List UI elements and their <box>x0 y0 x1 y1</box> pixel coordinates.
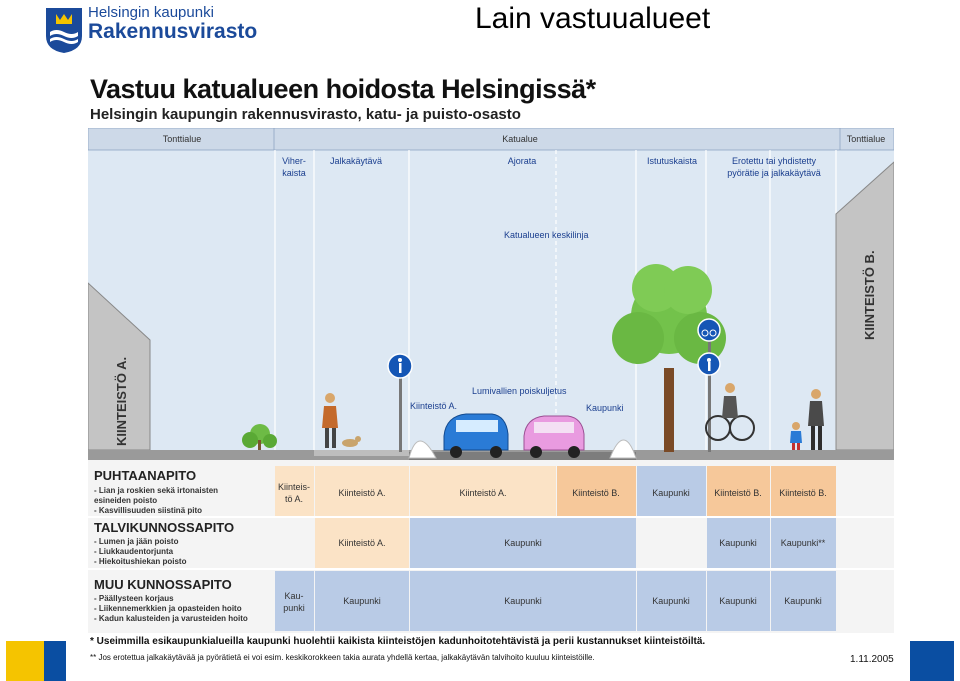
poster-date: 1.11.2005 <box>850 654 894 665</box>
logo-city-name: Helsingin kaupunki <box>88 4 214 21</box>
section-item: - Päällysteen korjaus <box>94 594 174 603</box>
cell-text: Kiinteistö B. <box>779 488 827 498</box>
section-item: - Lumen ja jään poisto <box>94 537 179 546</box>
footnote-asterisk: * Useimmilla esikaupunkialueilla kaupunki huolehtii kaikista kiinteistöjen kadunhoitotehtävistä ja perii kustannukset kiinteistöiltä. <box>90 636 706 647</box>
street-diagram <box>88 128 894 633</box>
cell-text: punki <box>283 603 305 613</box>
logo-department-name: Rakennusvirasto <box>88 20 258 43</box>
cell-text: Kiinteistö A. <box>338 538 386 548</box>
annotation-kaupunki: Kaupunki <box>586 403 624 413</box>
top-label-band <box>88 128 894 150</box>
section-item: - Lian ja roskien sekä irtonaisten <box>94 486 219 495</box>
cell <box>275 571 314 631</box>
annotation-lumivallien: Lumivallien poiskuljetus <box>472 386 567 396</box>
cell-text: Kiinteistö B. <box>714 488 762 498</box>
cell-text: Kaupunki <box>343 596 381 606</box>
footnote-double-asterisk: ** Jos erotettua jalkakäytävää ja pyörätietä ei voi esim. keskikorokkeen takia aurata yhdellä kertaa, jalkakäytävän talvihoito kuuluu kiinteistöille. <box>90 653 595 662</box>
section-item: esineiden poisto <box>94 496 158 505</box>
cell-text: Kiinteis- <box>277 482 311 492</box>
section-item: - Hiekoitushiekan poisto <box>94 557 187 566</box>
label-tonttialue-left: Tonttialue <box>162 134 202 144</box>
section-item: - Liikennemerkkien ja opasteiden hoito <box>94 604 242 613</box>
building-left-label: KIINTEISTÖ A. <box>114 356 129 446</box>
cell-text: Kau- <box>284 591 304 601</box>
cell-text: tö A. <box>284 494 304 504</box>
cell-text: Kaupunki <box>719 596 757 606</box>
page-title: Lain vastuualueet <box>475 2 711 35</box>
section-item: - Kasvillisuuden siistinä pito <box>94 506 203 515</box>
building-right-label: KIINTEISTÖ B. <box>862 250 877 340</box>
zone-jalkakaytava: Jalkakäytävä <box>329 156 383 166</box>
zone-erotettu-2: pyörätie ja jalkakäytävä <box>727 168 821 178</box>
sidewalk <box>314 450 409 456</box>
zone-ajorata: Ajorata <box>507 156 537 166</box>
cell-text: Kaupunki <box>652 488 690 498</box>
label-katualue: Katualue <box>502 134 538 144</box>
helsinki-crest-icon <box>44 6 84 54</box>
cell-text: Kaupunki <box>784 596 822 606</box>
cell-text: Kaupunki <box>504 596 542 606</box>
cell-text: Kaupunki** <box>780 538 826 548</box>
cell-text: Kiinteistö A. <box>338 488 386 498</box>
cell-text: Kaupunki <box>719 538 757 548</box>
poster-subtitle: Helsingin kaupungin rakennusvirasto, katu- ja puisto-osasto <box>90 106 521 123</box>
section-title: MUU KUNNOSSAPITO <box>94 577 232 592</box>
section-title: PUHTAANAPITO <box>94 468 197 483</box>
zone-viherkaista: Viher- <box>282 156 306 166</box>
poster-title: Vastuu katualueen hoidosta Helsingissä* <box>90 74 596 104</box>
corner-accent-yellow <box>6 641 44 681</box>
section-item: - Liukkaudentorjunta <box>94 547 174 556</box>
zone-istutuskaista: Istutuskaista <box>646 156 698 166</box>
annotation-keskilinja: Katualueen keskilinja <box>504 230 589 240</box>
cell-text: Kaupunki <box>652 596 690 606</box>
road-surface <box>409 452 636 460</box>
section-title: TALVIKUNNOSSAPITO <box>94 520 235 535</box>
cell-text: Kiinteistö A. <box>459 488 507 498</box>
corner-accent-blue-left <box>44 641 66 681</box>
cell-text: Kaupunki <box>504 538 542 548</box>
annotation-kiinteisto-a: Kiinteistö A. <box>410 401 458 411</box>
corner-accent-blue-right <box>910 641 954 681</box>
zone-viherkaista-2: kaista <box>282 168 306 178</box>
cell-text: Kiinteistö B. <box>572 488 620 498</box>
label-tonttialue-right: Tonttialue <box>846 134 886 144</box>
section-item: - Kadun kalusteiden ja varusteiden hoito <box>94 614 248 623</box>
zone-erotettu: Erotettu tai yhdistetty <box>731 156 817 166</box>
